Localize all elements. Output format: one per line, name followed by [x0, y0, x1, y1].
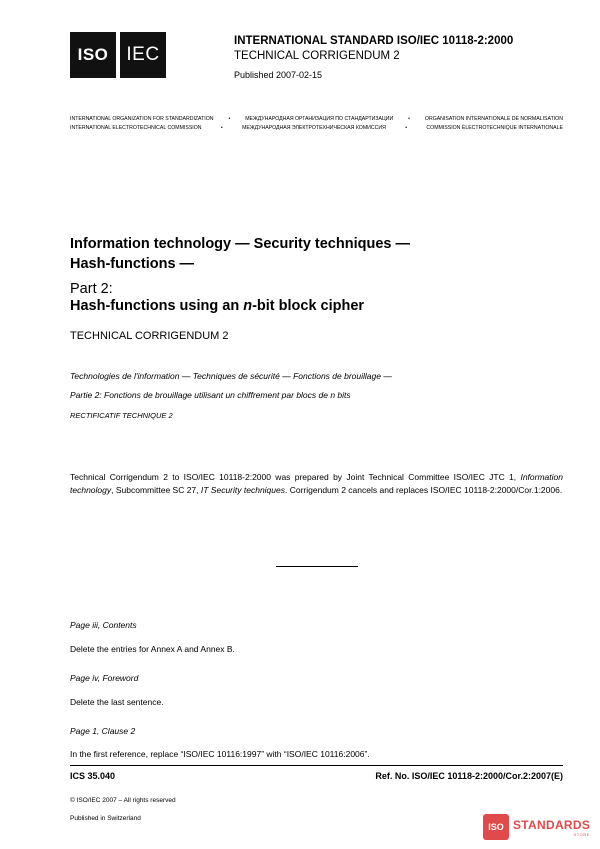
iso-standards-store-watermark: [483, 812, 593, 842]
separator-bullet: •: [220, 125, 223, 131]
part-number: Part 2:: [70, 281, 113, 297]
document-title-line2: Hash-functions —: [70, 256, 195, 272]
part-title-pre: Hash-functions using an: [70, 298, 244, 314]
part-title-variable: n: [243, 298, 253, 314]
standard-title: INTERNATIONAL STANDARD ISO/IEC 10118-2:2000: [234, 35, 514, 47]
org-name: ORGANISATION INTERNATIONALE DE NORMALISATION: [424, 116, 563, 122]
footer-rule: [70, 765, 563, 766]
iec-logo-text: IEC: [126, 44, 160, 65]
copyright-notice: © ISO/IEC 2007 – All rights reserved: [70, 797, 176, 804]
organizations-row: [70, 124, 563, 133]
corrigendum-heading: TECHNICAL CORRIGENDUM 2: [70, 330, 229, 342]
watermark-subtext: STORE: [573, 831, 591, 837]
watermark-badge: ISO: [483, 814, 509, 840]
part-title-post: -bit block cipher: [252, 298, 365, 314]
watermark-text: STANDARDS: [513, 817, 591, 832]
org-name: INTERNATIONAL ORGANIZATION FOR STANDARDIZATION: [70, 116, 214, 122]
french-title-line2: Partie 2: Fonctions de brouillage utilisant un chiffrement par blocs de n bits: [70, 390, 351, 400]
separator-bullet: •: [405, 125, 408, 131]
reference-number: Ref. No. ISO/IEC 10118-2:2000/Cor.2:2007(E): [375, 771, 563, 781]
intro-text: . Corrigendum 2 cancels and replaces ISO/IEC 10118-2:2000/Cor.1:2006.: [285, 485, 563, 495]
change-heading: Page iii, Contents: [70, 620, 137, 630]
intro-italic: Information technology: [70, 472, 563, 495]
organizations-row: [70, 115, 563, 124]
org-name: COMMISSION ÉLECTROTECHNIQUE INTERNATIONALE: [426, 125, 563, 131]
intro-paragraph: [70, 471, 563, 497]
separator-bullet: •: [408, 116, 410, 122]
iec-logo: [120, 32, 166, 78]
intro-text: Technical Corrigendum 2 to ISO/IEC 10118-2:2000 was prepared by Joint Technical Committee ISO/IEC JTC 1,: [70, 472, 521, 482]
org-name: МЕЖДУНАРОДНАЯ ОРГАНИЗАЦИЯ ПО СТАНДАРТИЗАЦИИ: [245, 116, 394, 122]
published-date: Published 2007-02-15: [234, 70, 323, 80]
intro-text: , Subcommittee SC 27,: [111, 485, 201, 495]
intro-italic: IT Security techniques: [200, 485, 285, 495]
change-text: Delete the entries for Annex A and Annex B.: [70, 644, 235, 654]
organizations-block: [70, 115, 563, 133]
org-name: МЕЖДУНАРОДНАЯ ЭЛЕКТРОТЕХНИЧЕСКАЯ КОМИССИЯ: [242, 125, 386, 131]
separator-bullet: •: [228, 116, 231, 122]
published-in: Published in Switzerland: [70, 815, 141, 822]
org-name: INTERNATIONAL ELECTROTECHNICAL COMMISSION: [70, 125, 202, 131]
french-title-line1: Technologies de l'information — Techniques de sécurité — Fonctions de brouillage —: [70, 371, 392, 381]
change-text: Delete the last sentence.: [70, 697, 164, 707]
french-corrigendum: RECTIFICATIF TECHNIQUE 2: [70, 411, 173, 420]
part-title: [70, 298, 364, 314]
change-heading: Page 1, Clause 2: [70, 726, 136, 736]
section-divider: [276, 566, 358, 567]
document-title-line1: Information technology — Security techniques —: [70, 236, 410, 252]
change-text: In the first reference, replace “ISO/IEC 10116:1997” with “ISO/IEC 10116:2006”.: [70, 749, 370, 759]
change-heading: Page iv, Foreword: [70, 673, 139, 683]
ics-code: ICS 35.040: [70, 771, 116, 781]
iso-logo-text: ISO: [77, 45, 109, 64]
corrigendum-label: TECHNICAL CORRIGENDUM 2: [234, 50, 400, 62]
iso-logo: [70, 32, 116, 78]
watermark-text-group: [513, 818, 590, 837]
